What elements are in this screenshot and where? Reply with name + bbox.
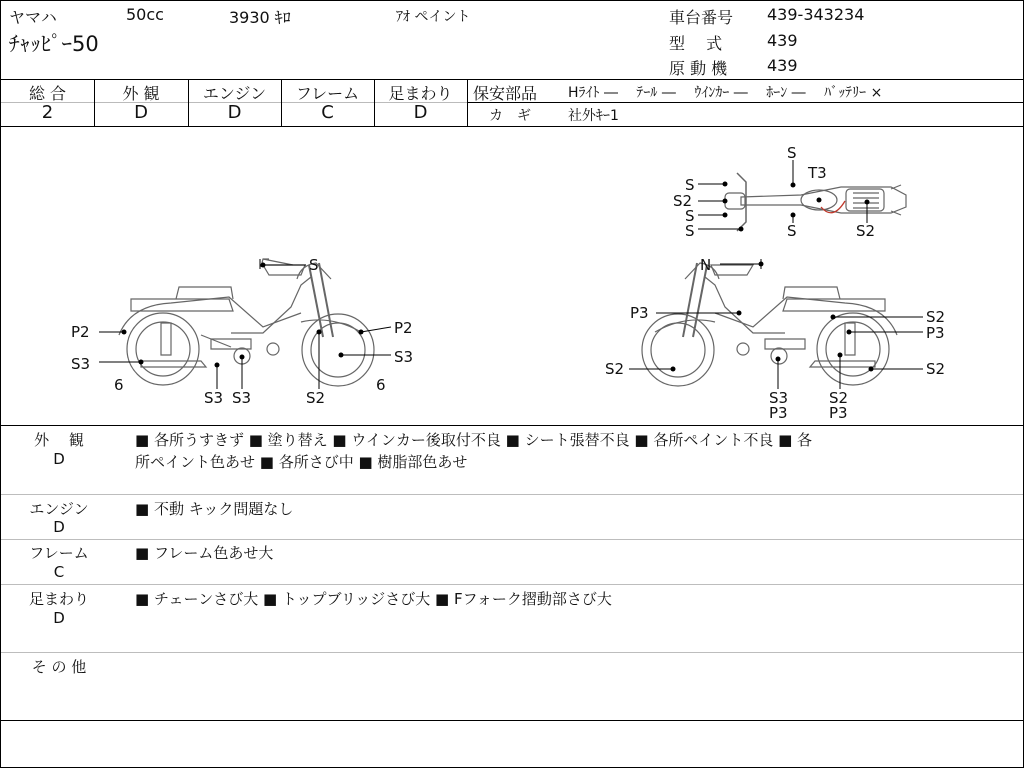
damage-diagram xyxy=(1,127,1023,425)
key-value: 社外ｷｰ1 xyxy=(568,108,619,124)
remarks-exterior-line1: ■ 各所うすきず ■ 塗り替え ■ ウインカー後取付不良 ■ シート張替不良 ■ 各所ペイント不良 ■ 各 xyxy=(135,431,813,449)
remarks-engine-label: エンジン xyxy=(29,500,89,518)
diagram-label: S3 xyxy=(232,389,252,407)
diagram-label: S2 xyxy=(829,389,849,407)
color: ｱｵ ペイント xyxy=(396,9,471,25)
engine-model-label: 原 動 機 xyxy=(669,59,728,78)
diagram-label: S3 xyxy=(204,389,224,407)
divider xyxy=(467,79,468,126)
divider xyxy=(467,102,1023,103)
divider xyxy=(1,79,1023,80)
diagram-label: S2 xyxy=(306,389,326,407)
engine-grade: D xyxy=(227,102,242,123)
suspension-label: 足まわり xyxy=(388,84,453,103)
safety-label: 保安部品 xyxy=(473,84,538,103)
diagram-label: P2 xyxy=(71,323,90,341)
exterior-label: 外 観 xyxy=(122,84,160,103)
divider xyxy=(1,652,1023,653)
divider xyxy=(1,425,1023,426)
diagram-label: P3 xyxy=(829,404,848,422)
overall-label: 総 合 xyxy=(28,84,67,103)
diagram-label: S2 xyxy=(673,192,693,210)
diagram-label: T3 xyxy=(808,164,827,182)
type-label: 型 式 xyxy=(669,34,723,53)
diagram-label: S3 xyxy=(394,348,414,366)
engine-model-value: 439 xyxy=(767,56,798,75)
remarks-frame-grade: C xyxy=(53,563,65,581)
remarks-engine-text: ■ 不動 キック問題なし xyxy=(135,500,294,518)
remarks-engine-grade: D xyxy=(53,518,65,536)
front-wheel-right xyxy=(642,314,714,386)
diagram-label: S xyxy=(685,176,695,194)
remarks-exterior-line2: 所ペイント色あせ ■ 各所さび中 ■ 樹脂部色あせ xyxy=(135,453,468,471)
diagram-label: P3 xyxy=(926,324,945,342)
remarks-frame-label: フレーム xyxy=(29,544,89,562)
frame-grade: C xyxy=(321,102,334,123)
frame-no-label: 車台番号 xyxy=(669,8,734,27)
suspension-grade: D xyxy=(413,102,428,123)
divider xyxy=(1,584,1023,585)
displacement: 50cc xyxy=(126,5,164,24)
diagram-label: N xyxy=(700,256,712,274)
remarks-frame-text: ■ フレーム色あせ大 xyxy=(135,544,274,562)
engine-label: エンジン xyxy=(202,84,267,103)
front-wheel xyxy=(302,314,374,386)
type-value: 439 xyxy=(767,31,798,50)
remarks-suspension-label: 足まわり xyxy=(28,590,89,608)
rear-wheel xyxy=(127,313,199,385)
diagram-label: S3 xyxy=(71,355,91,373)
diagram-label: 6 xyxy=(114,376,124,394)
diagram-label: S2 xyxy=(856,222,876,240)
diagram-label: P2 xyxy=(394,319,413,337)
diagram-label: S2 xyxy=(926,360,946,378)
diagram-label: S xyxy=(685,222,695,240)
frame-no: 439-343234 xyxy=(767,5,865,24)
frame-label: フレーム xyxy=(295,84,360,103)
diagram-label: S xyxy=(787,144,797,162)
diagram-label: 6 xyxy=(376,376,386,394)
divider xyxy=(1,720,1023,721)
maker: ヤマハ xyxy=(9,8,57,27)
divider xyxy=(1,494,1023,495)
rear-wheel-right xyxy=(817,313,889,385)
remarks-suspension-grade: D xyxy=(53,609,65,627)
exterior-grade: D xyxy=(134,102,148,123)
mileage: 3930 ｷﾛ xyxy=(229,8,291,27)
remarks-other-label: そ の 他 xyxy=(31,658,87,676)
diagram-label: S2 xyxy=(926,308,946,326)
diagram-label: S xyxy=(685,207,695,225)
key-label: カ ギ xyxy=(489,108,531,124)
overall-grade: 2 xyxy=(41,102,54,123)
rear-rack xyxy=(131,299,233,311)
remarks-exterior-label: 外 観 xyxy=(34,431,84,449)
diagram-label: P3 xyxy=(630,304,649,322)
diagram-label: S xyxy=(309,256,319,274)
remarks-exterior-grade: D xyxy=(53,450,65,468)
diagram-label: S2 xyxy=(605,360,625,378)
divider xyxy=(1,539,1023,540)
diagram-label: P3 xyxy=(769,404,788,422)
remarks-suspension-text: ■ チェーンさび大 ■ トップブリッジさび大 ■ Fフォーク摺動部さび大 xyxy=(135,590,612,608)
diagram-label: S xyxy=(787,222,797,240)
safety-items: Hﾗｲﾄ ― ﾃｰﾙ ― ｳｲﾝｶｰ ― ﾎｰﾝ ― ﾊﾞｯﾃﾘｰ × xyxy=(568,85,883,101)
diagram-label: S3 xyxy=(769,389,789,407)
model-name: ﾁｬｯﾋﾟｰ50 xyxy=(9,32,99,56)
